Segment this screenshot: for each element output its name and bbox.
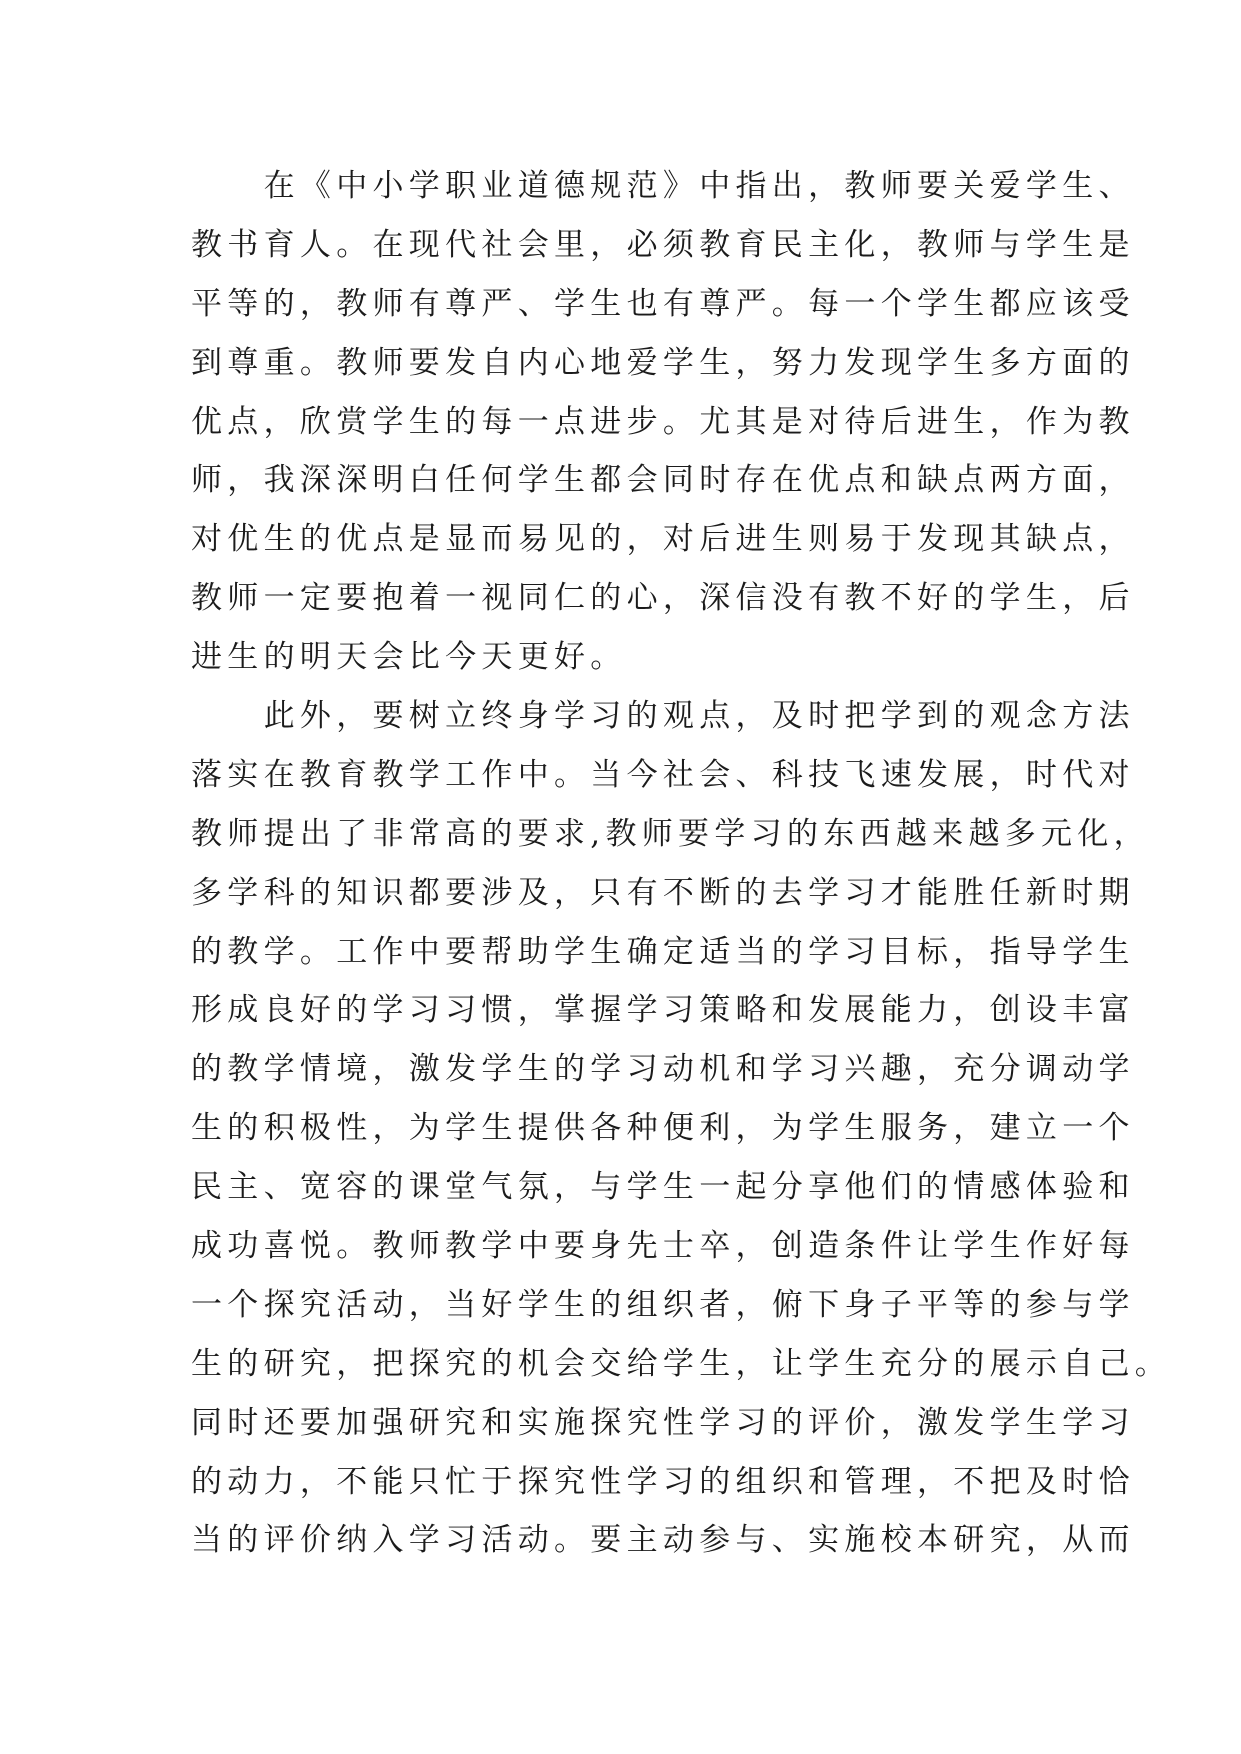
text-line: 师，我深深明白任何学生都会同时存在优点和缺点两方面， [191,462,1135,499]
text-line: 民主、宽容的课堂气氛，与学生一起分享他们的情感体验和 [191,1169,1135,1206]
text-line: 当的评价纳入学习活动。要主动参与、实施校本研究，从而 [191,1522,1135,1559]
text-line: 在《中小学职业道德规范》中指出，教师要关爱学生、 [191,168,1135,204]
text-line: 生的积极性，为学生提供各种便利，为学生服务，建立一个 [191,1110,1135,1147]
text-line: 的教学情境，激发学生的学习动机和学习兴趣，充分调动学 [191,1051,1135,1088]
text-line: 此外，要树立终身学习的观点，及时把学到的观念方法 [191,698,1135,735]
text-line: 的教学。工作中要帮助学生确定适当的学习目标，指导学生 [191,933,1135,970]
text-line: 对优生的优点是显而易见的，对后进生则易于发现其缺点， [191,521,1135,558]
text-line: 多学科的知识都要涉及，只有不断的去学习才能胜任新时期 [191,874,1135,911]
text-line: 形成良好的学习习惯，掌握学习策略和发展能力，创设丰富 [191,992,1135,1029]
text-line: 的动力，不能只忙于探究性学习的组织和管理，不把及时恰 [191,1463,1135,1500]
text-line: 生的研究，把探究的机会交给学生，让学生充分的展示自己。 [191,1345,1172,1382]
text-line: 落实在教育教学工作中。当今社会、科技飞速发展，时代对 [191,756,1135,793]
text-line: 到尊重。教师要发自内心地爱学生，努力发现学生多方面的 [191,344,1135,381]
paragraph-1 [191,157,1135,687]
text-line: 成功喜悦。教师教学中要身先士卒，创造条件让学生作好每 [191,1228,1135,1265]
document-body [191,157,1172,1570]
text-line: 平等的，教师有尊严、学生也有尊严。每一个学生都应该受 [191,285,1135,322]
text-line: 进生的明天会比今天更好。 [191,639,627,676]
text-line: 一个探究活动，当好学生的组织者，俯下身子平等的参与学 [191,1286,1135,1323]
text-line: 同时还要加强研究和实施探究性学习的评价，激发学生学习 [191,1404,1135,1441]
text-line: 教师提出了非常高的要求,教师要学习的东西越来越多元化， [191,815,1150,852]
text-line: 教师一定要抱着一视同仁的心，深信没有教不好的学生，后 [191,580,1135,617]
text-line: 教书育人。在现代社会里，必须教育民主化，教师与学生是 [191,226,1135,263]
text-line: 优点，欣赏学生的每一点进步。尤其是对待后进生，作为教 [191,403,1135,440]
paragraph-2 [191,687,1172,1570]
